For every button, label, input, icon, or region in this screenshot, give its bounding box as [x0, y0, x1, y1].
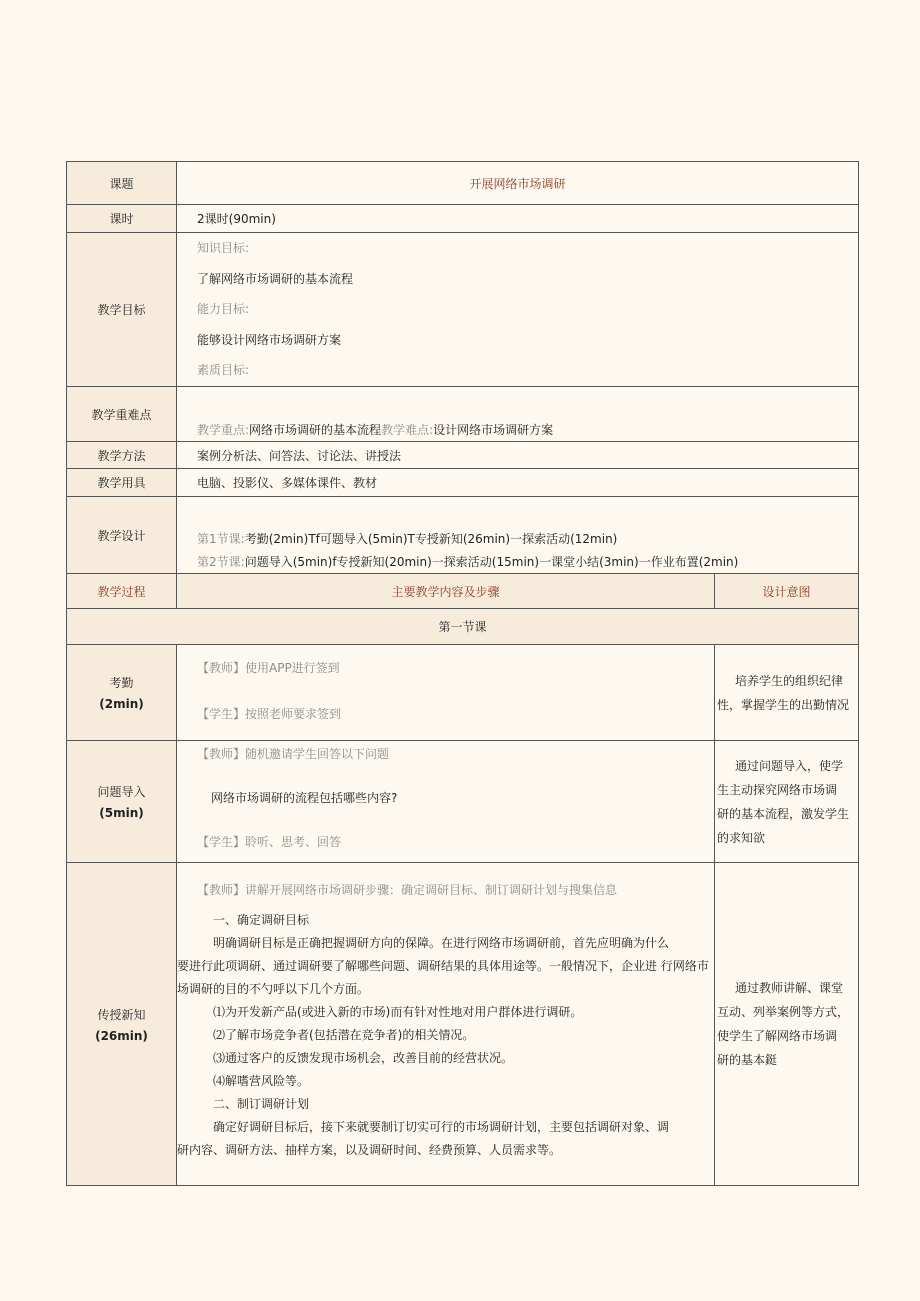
teach-intent-1: 通过教师讲解、课堂 — [735, 981, 844, 995]
intro-teacher: 【教师】随机邀请学生回答以下问题 — [197, 747, 390, 761]
objectives-row — [67, 233, 859, 387]
teach-heading-2: 二、制订调研计划 — [213, 1097, 310, 1111]
process-header-col2: 主要教学内容及步骤 — [177, 574, 715, 609]
keypoints-label: 教学重难点 — [67, 387, 177, 442]
ability-label: 能力目标: — [197, 302, 250, 316]
topic-row — [67, 162, 859, 205]
teach-para1-line2: 要进行此项调研、通过调研要了解哪些问题、调研结果的具体用途等。一般情况下，企业进 — [177, 959, 658, 973]
teach-para1-line3: 行网络市场调研的目的不勺呼以下几个方面。 — [177, 959, 709, 996]
methods-row — [67, 442, 859, 469]
attendance-intent-2: 性，掌握学生的出勤情况 — [717, 697, 850, 712]
difficulty-label: 教学难点: — [381, 423, 434, 437]
teach-intent-4: 研的基本鋌 — [717, 1053, 778, 1067]
attendance-intent-1: 培养学生的组织纪律 — [735, 673, 844, 688]
process-header-col3: 设计意图 — [715, 574, 859, 609]
tools-value: 电脑、投影仪、多媒体课件、教材 — [197, 476, 378, 490]
page-title: 开展网络市场调研 — [177, 162, 859, 205]
attendance-label: 考勤 — [109, 676, 134, 690]
intro-question: 网络市场调研的流程包括哪些内容? — [211, 791, 398, 805]
objectives-label: 教学目标 — [67, 233, 177, 387]
process-header-row — [67, 574, 859, 609]
lesson1-label: 第1节课: — [197, 532, 245, 546]
teach-para2-line2: 研内容、调研方法、抽样方案，以及调研时间、经费预算、人员需求等。 — [177, 1143, 562, 1157]
focus-label: 教学重点: — [197, 423, 250, 437]
teach-para1-line1: 明确调研目标是正确把握调研方向的保障。在进行网络市场调研前，首先应明确为什么 — [213, 936, 670, 950]
intro-time: (5min) — [99, 806, 144, 820]
intro-intent-3: 研的基本流程，激发学生 — [717, 806, 850, 821]
attendance-teacher: 【教师】使用APP进行签到 — [197, 661, 340, 675]
intro-intent-2: 生主动探究网络市场调 — [717, 782, 838, 797]
lesson-plan-table — [66, 161, 859, 1186]
difficulty-value: 设计网络市场调研方案 — [433, 423, 554, 437]
lesson2-flow: 问题导入(5min)f专授新知(20min)一探索活动(15min)一课堂小结(3min)一作业布置(2min) — [244, 555, 739, 569]
tools-row — [67, 469, 859, 497]
intro-label: 问题导入 — [97, 785, 146, 799]
tools-label: 教学用具 — [67, 469, 177, 497]
design-label: 教学设计 — [67, 497, 177, 574]
methods-value: 案例分析法、问答法、讨论法、讲授法 — [197, 448, 402, 463]
teach-teacher: 【教师】讲解开展网络市场调研步骤：确定调研目标、制订调研计划与搜集信息 — [197, 883, 618, 897]
intro-row — [67, 741, 859, 863]
topic-label: 课题 — [67, 162, 177, 205]
hours-row — [67, 205, 859, 233]
knowledge-value: 了解网络市场调研的基本流程 — [197, 271, 354, 286]
intro-intent-1: 通过问题导入，使学 — [735, 758, 844, 773]
knowledge-label: 知识目标: — [197, 241, 250, 255]
teach-intent-2: 互动、列举案例等方式， — [717, 1005, 850, 1019]
ability-value: 能够设计网络市场调研方案 — [197, 332, 342, 347]
hours-label: 课时 — [67, 205, 177, 233]
lesson2-label: 第2节课: — [197, 555, 245, 569]
teach-row — [67, 863, 859, 1186]
teach-label: 传授新知 — [97, 1007, 146, 1022]
intro-intent-4: 的求知欲 — [717, 830, 766, 845]
attendance-time: (2min) — [99, 697, 144, 711]
teach-time: (26min) — [95, 1028, 148, 1043]
teach-item-1: ⑴为开发新产品(或进入新的市场)而有针对性地对用户群体进行调研。 — [213, 1005, 583, 1019]
section-title: 第一节课 — [67, 609, 859, 645]
attendance-student: 【学生】按照老师要求签到 — [197, 707, 342, 721]
hours-value: 2课时(90min) — [197, 212, 276, 226]
intro-student: 【学生】聆听、思考、回答 — [197, 835, 342, 849]
teach-para2-line1: 确定好调研目标后，接下来就要制订切实可行的市场调研计划，主要包括调研对象、调 — [213, 1120, 670, 1134]
teach-item-3: ⑶通过客户的反馈发现市场机会，改善目前的经营状况。 — [213, 1051, 514, 1065]
keypoints-row — [67, 387, 859, 442]
design-row — [67, 497, 859, 574]
methods-label: 教学方法 — [67, 442, 177, 469]
quality-label: 素质目标: — [197, 363, 250, 377]
teach-item-4: ⑷解嗜营风险等。 — [213, 1074, 310, 1088]
process-header-col1: 教学过程 — [67, 574, 177, 609]
attendance-row — [67, 645, 859, 741]
section-row — [67, 609, 859, 645]
focus-value: 网络市场调研的基本流程 — [249, 423, 382, 437]
teach-heading-1: 一、确定调研目标 — [213, 913, 310, 927]
teach-intent-3: 使学生了解网络市场调 — [717, 1029, 838, 1043]
teach-item-2: ⑵了解市场竞争者(包括潜在竞争者)的相关情况。 — [213, 1028, 475, 1042]
lesson1-flow: 考勤(2min)Tf可题导入(5min)T专授新知(26min)一探索活动(12min) — [244, 532, 618, 546]
